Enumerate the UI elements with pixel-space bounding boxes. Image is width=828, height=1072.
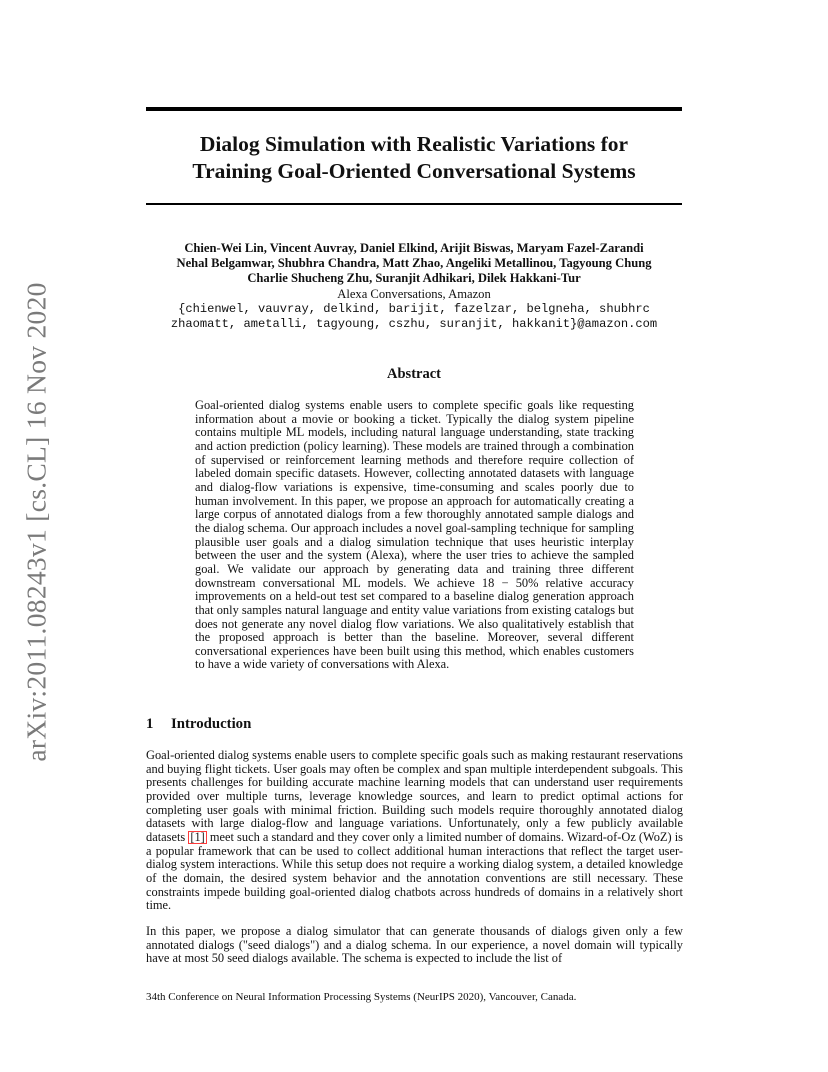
arxiv-identifier-text: arXiv:2011.08243v1 [cs.CL] 16 Nov 2020	[21, 282, 53, 762]
abstract-text: Goal-oriented dialog systems enable users to complete specific goals like requesting information about a movie or booking a ticket. Typically the dialog system pipeline contains multiple ML models, including natural language understanding, state tracking and action prediction (policy learning). These models are trained through a combination of supervised or reinforcement learning methods and therefore require collection of labeled domain specific datasets. However, collecting annotated datasets with language and dialog-flow variations is expensive, time-consuming and scales poorly due to human involvement. In this paper, we propose an approach for automatically creating a large corpus of annotated dialogs from a few thoroughly annotated sample dialogs and the dialog schema. Our approach includes a novel goal-sampling technique for sampling plausible user goals and a dialog simulation technique that uses heuristic interplay between the user and the system (Alexa), where the user tries to achieve the sampled goal. We validate our approach by generating data and training three different downstream conversational ML models. We achieve 18 − 50% relative accuracy improvements on a held-out test set compared to a baseline dialog generation approach that only samples natural language and entity value variations from existing catalogs but does not generate any novel dialog flow variations. We also qualitatively establish that the proposed approach is better than the baseline. Moreover, several different conversational experiences have been built using this method, which enables customers to have a wide variety of conversations with Alexa.	[195, 398, 634, 672]
title-top-rule	[146, 107, 682, 111]
author-emails-line-1: {chienwel, vauvray, delkind, barijit, fazelzar, belgneha, shubhrc	[178, 301, 650, 316]
author-block	[120, 241, 708, 332]
paragraph-1-text-end: meet such a standard and they cover only a limited number of domains. Wizard-of-Oz (WoZ) is a popular framework that can be used to collect additional human interactions that reflect the target user-dialog system interactions. While this setup does not require a working dialog system, a detailed knowledge of the domain, the desired system behavior and the annotation conventions are still necessary. These constraints impede building goal-oriented dialog chatbots across hundreds of domains in a relatively short time.	[146, 829, 683, 913]
section-number: 1	[146, 716, 154, 732]
paper-title	[146, 131, 682, 185]
paper-title-line-2: Training Goal-Oriented Conversational Systems	[192, 159, 636, 183]
paper-title-line-1: Dialog Simulation with Realistic Variations for	[199, 132, 629, 156]
title-bottom-rule	[146, 203, 682, 205]
author-line-2: Nehal Belgamwar, Shubhra Chandra, Matt Zhao, Angeliki Metallinou, Tagyoung Chung	[176, 256, 652, 271]
citation-link-1[interactable]: [1]	[190, 829, 205, 844]
author-line-3: Charlie Shucheng Zhu, Suranjit Adhikari, Dilek Hakkani-Tur	[247, 271, 581, 286]
abstract-heading: Abstract	[387, 366, 441, 382]
author-line-1: Chien-Wei Lin, Vincent Auvray, Daniel Elkind, Arijit Biswas, Maryam Fazel-Zarandi	[184, 241, 644, 255]
paragraph-1-text-start: Goal-oriented dialog systems enable users to complete specific goals such as making restaurant reservations and buying flight tickets. User goals may often be complex and span multiple interdependent subgoals. This presents challenges for building accurate machine learning models that can understand user requirements provided over multiple turns, leverage knowledge sources, and learn to predict optimal actions for completing user goals with minimal friction. Building such models require thoroughly annotated dialog datasets with large dialog-flow and language variations. Unfortunately, only a few publicly available datasets	[146, 748, 683, 844]
conference-footnote: 34th Conference on Neural Information Processing Systems (NeurIPS 2020), Vancouver, Canada.	[146, 991, 577, 1003]
section-heading-introduction	[146, 716, 251, 733]
introduction-paragraph-2: In this paper, we propose a dialog simulator that can generate thousands of dialogs given only a few annotated dialogs ("seed dialogs") and a dialog schema. In our experience, a novel domain will typically have at most 50 seed dialogs available. The schema is expected to include the list of	[146, 924, 683, 966]
author-emails-line-2: zhaomatt, ametalli, tagyoung, cszhu, suranjit, hakkanit}@amazon.com	[170, 317, 658, 332]
author-affiliation: Alexa Conversations, Amazon	[337, 286, 491, 301]
introduction-paragraph-1	[146, 749, 683, 913]
arxiv-identifier-margin	[14, 282, 60, 762]
section-title: Introduction	[171, 716, 252, 732]
